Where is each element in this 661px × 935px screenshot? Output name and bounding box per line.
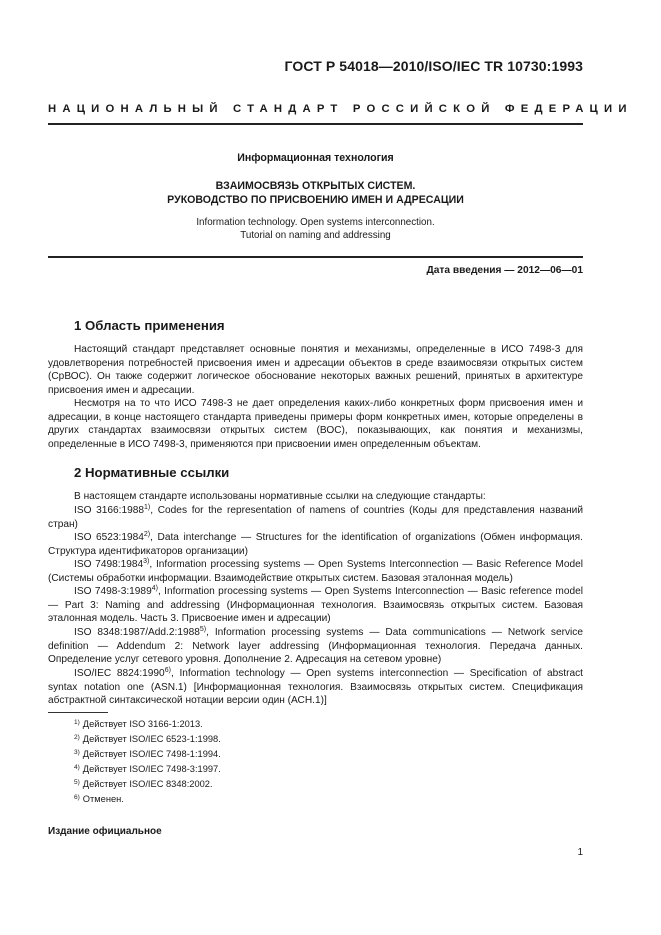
edition-label: Издание официальное — [48, 826, 162, 837]
title-divider — [48, 256, 583, 258]
header-divider — [48, 123, 583, 125]
reference-item — [48, 626, 583, 667]
footnote — [74, 718, 203, 730]
footnote — [74, 763, 221, 775]
introduction-date: Дата введения — 2012—06—01 — [426, 265, 583, 276]
title-main-line1: ВЗАИМОСВЯЗЬ ОТКРЫТЫХ СИСТЕМ. — [215, 180, 416, 192]
footnote-text: Действует ISO 3166-1:2013. — [82, 719, 203, 729]
reference-item — [48, 504, 583, 531]
footnote-text: Действует ISO/IEC 7498-3:1997. — [82, 764, 221, 774]
footnote-mark: 3) — [143, 558, 150, 565]
title-english — [48, 216, 583, 242]
footnote-mark: 4) — [151, 585, 158, 592]
title-main-line2: РУКОВОДСТВО ПО ПРИСВОЕНИЮ ИМЕН И АДРЕСАЦИИ — [167, 194, 464, 206]
reference-text: , Data interchange — Structures for the identification of organizations (Обмен информация. Структура идентификаторов организации) — [48, 532, 583, 557]
reference-item — [48, 558, 583, 585]
footnote-text: Действует ISO/IEC 6523-1:1998. — [82, 734, 221, 744]
footnote-mark: 5) — [199, 626, 207, 633]
reference-text: , Information technology — Open systems interconnection — Specification of abstract syntax notation one (ASN.1) [Информационная технология. Взаимосвязь открытых систем. Спецификация абстрактной синтаксической нотации версии один (АСН.1)] — [48, 668, 583, 707]
title-main — [48, 179, 583, 207]
reference-code: ISO 7498:1984 — [74, 559, 144, 570]
footnote-marker: 4) — [74, 764, 80, 771]
reference-item — [48, 531, 583, 558]
title-english-line2: Tutorial on naming and addressing — [240, 230, 391, 241]
footnote-marker: 1) — [74, 719, 80, 726]
document-code: ГОСТ Р 54018—2010/ISO/IEC TR 10730:1993 — [284, 58, 583, 74]
footnote-marker: 2) — [74, 734, 80, 741]
footnote — [74, 793, 124, 805]
footnote-text: Действует ISO/IEC 8348:2002. — [82, 779, 213, 789]
footnote — [74, 733, 221, 745]
reference-code: ISO 8348:1987/Add.2:1988 — [74, 627, 200, 638]
reference-text: , Codes for the representation of namens of countries (Коды для представления названий стран) — [48, 505, 583, 530]
section1-paragraph-2: Несмотря на то что ИСО 7498-3 не дает определения каких-либо конкретных форм присвоения имен и адресации, в конце настоящего стандарта приведены примеры форм конкретных имен, которые определены в других стандартах взаимосвязи открытых систем (ВОС), показывающих, как понятия и механизмы, определенные в ИСО 7498-3, применяются при присвоении имен определенным объектам. — [48, 398, 583, 450]
reference-code: ISO 7498-3:1989 — [74, 586, 152, 597]
section2-heading: 2 Нормативные ссылки — [74, 465, 230, 480]
footnote-marker: 3) — [74, 749, 80, 756]
footnote-marker: 5) — [74, 779, 80, 786]
footnote-mark: 6) — [164, 667, 171, 674]
title-topic: Информационная технология — [237, 152, 394, 164]
footnote-divider — [48, 712, 108, 713]
footnote-marker: 6) — [74, 794, 80, 801]
reference-code: ISO 3166:1988 — [74, 505, 144, 516]
footnote-text: Действует ISO/IEC 7498-1:1994. — [82, 749, 221, 759]
reference-text: , Information processing systems — Open Systems Interconnection — Basic Reference Model (Системы обработки информации. Взаимодействие открытых систем. Базовая эталонная модель) — [48, 559, 583, 584]
section1-heading: 1 Область применения — [74, 318, 225, 333]
footnote-mark: 2) — [143, 531, 151, 538]
reference-text: , Information processing systems — Open Systems Interconnection — Basic reference model — Part 3: Naming and addressing (Информационная технология. Взаимосвязь открытых систем. Базовая эталонная модель. Часть 3. Присвоение имен и адресации) — [48, 586, 583, 625]
reference-code: ISO/IEC 8824:1990 — [74, 668, 165, 679]
reference-item — [48, 585, 583, 626]
reference-item — [48, 667, 583, 708]
section2-intro: В настоящем стандарте использованы нормативные ссылки на следующие стандарты: — [74, 491, 486, 502]
section1-paragraph-1: Настоящий стандарт представляет основные понятия и механизмы, определенные в ИСО 7498-3 для удовлетворения потребностей присвоения имен и адресации объектов в среде взаимосвязи открытых систем (СрВОС). Он также содержит логическое обоснование некоторых важных решений, принятых в архитектуре присвоения имен и адресации. — [48, 344, 583, 396]
footnote-text: Отменен. — [82, 794, 124, 804]
reference-code: ISO 6523:1984 — [74, 532, 144, 543]
footnote — [74, 748, 221, 760]
reference-text: , Information processing systems — Data communications — Network service definition — Addendum 2: Network layer addressing (Информационная технология. Передача данных. Определение услуг сетевого уровня. Дополнение 2. Адресация на сетевом уровне) — [48, 627, 583, 666]
national-standard-banner: НАЦИОНАЛЬНЫЙ СТАНДАРТ РОССИЙСКОЙ ФЕДЕРАЦИИ — [48, 103, 633, 115]
title-english-line1: Information technology. Open systems interconnection. — [196, 217, 435, 228]
page-number: 1 — [577, 847, 583, 858]
footnote-mark: 1) — [144, 504, 151, 511]
footnote — [74, 778, 213, 790]
